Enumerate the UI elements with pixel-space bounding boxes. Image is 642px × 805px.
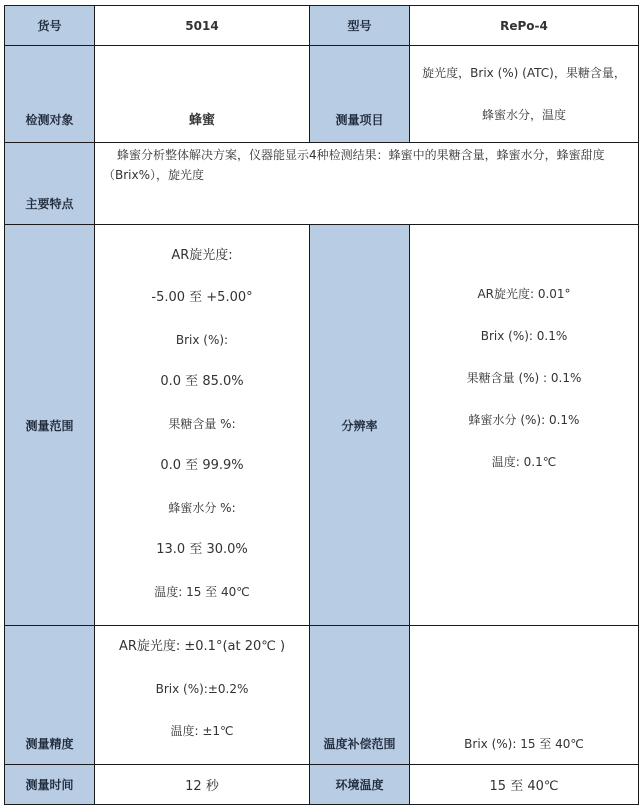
label-main-features: 主要特点 [5,143,95,225]
label-temp-compensation: 温度补偿范围 [310,626,410,765]
value-resolution [410,225,639,626]
table-row [5,6,639,46]
value-measure-time: 12 秒 [95,765,310,805]
value-ambient-temp: 15 至 40℃ [410,765,639,805]
range-line: 温度: 15 至 40℃ [154,585,250,599]
resolution-list [410,225,638,483]
label-measure-items: 测量项目 [310,46,410,143]
accuracy-line: 温度: ±1℃ [170,724,234,738]
value-accuracy [95,626,310,765]
label-measure-time: 测量时间 [5,765,95,805]
label-resolution: 分辨率 [310,225,410,626]
value-test-object: 蜂蜜 [95,46,310,143]
value-temp-compensation: Brix (%): 15 至 40℃ [410,626,639,765]
resolution-line: 果糖含量 (%) : 0.1% [466,371,582,385]
table-row [5,143,639,225]
label-model: 型号 [310,6,410,46]
table-row [5,626,639,765]
value-item-no: 5014 [95,6,310,46]
label-item-no: 货号 [5,6,95,46]
label-measure-range: 测量范围 [5,225,95,626]
label-accuracy: 测量精度 [5,626,95,765]
label-ambient-temp: 环境温度 [310,765,410,805]
range-line: 果糖含量 %: [168,417,236,431]
range-list [95,225,309,625]
table-row [5,765,639,805]
range-line: -5.00 至 +5.00° [151,290,253,305]
spec-table [4,5,639,805]
label-test-object: 检测对象 [5,46,95,143]
range-line: Brix (%): [175,333,229,347]
accuracy-line: Brix (%):±0.2% [155,682,249,696]
measure-items-line: 蜂蜜水分，温度 [481,108,566,122]
value-model: RePo-4 [410,6,639,46]
table-row [5,46,639,143]
resolution-line: 蜂蜜水分 (%): 0.1% [468,413,580,427]
resolution-line: 温度: 0.1℃ [491,455,557,469]
range-line: 0.0 至 99.9% [160,458,244,473]
range-line: AR旋光度: [171,248,233,263]
accuracy-line: AR旋光度: ±0.1°(at 20℃ ) [118,639,286,654]
table-row [5,225,639,626]
range-line: 蜂蜜水分 %: [168,501,236,515]
accuracy-list [95,626,309,764]
resolution-line: Brix (%): 0.1% [480,329,568,343]
range-line: 13.0 至 30.0% [156,542,248,557]
value-main-features: 蜂蜜分析整体解决方案，仪器能显示4种检测结果：蜂蜜中的果糖含量，蜂蜜水分，蜂蜜甜度（Brix%），旋光度 [95,143,639,225]
range-line: 0.0 至 85.0% [160,374,244,389]
measure-items-line: 旋光度，Brix (%) (ATC)，果糖含量， [422,66,626,80]
value-measure-range [95,225,310,626]
value-measure-items [410,46,639,143]
resolution-line: AR旋光度: 0.01° [477,287,571,301]
